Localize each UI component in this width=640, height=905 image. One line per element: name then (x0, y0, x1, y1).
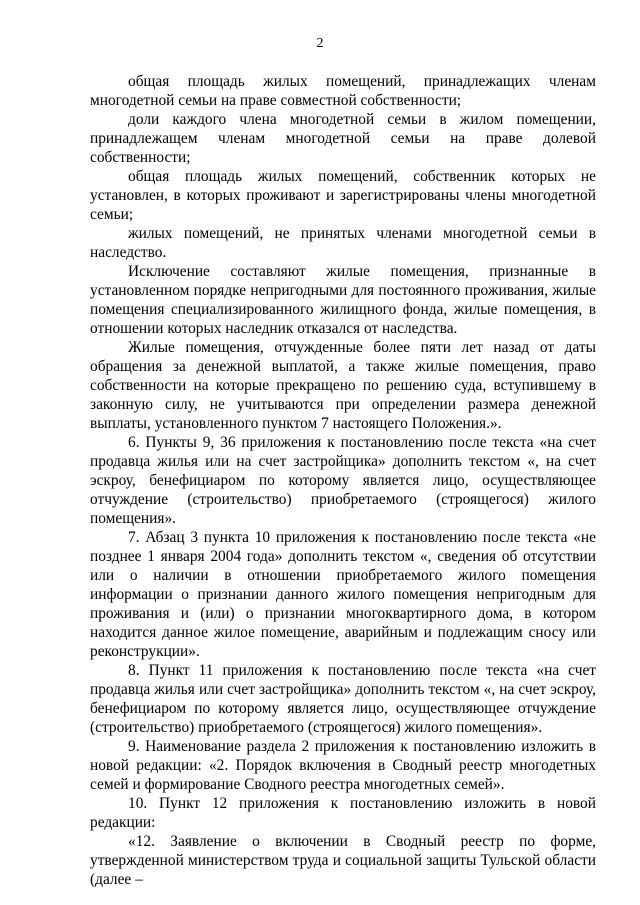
paragraph: доли каждого члена многодетной семьи в жилом помещении, принадлежащем членам многодетной семьи на праве долевой собственности; (90, 111, 596, 166)
paragraph: 9. Наименование раздела 2 приложения к постановлению изложить в новой редакции: «2. Порядок включения в Сводный реестр многодетных семей и формирование Сводного реестра многодетных семей». (90, 738, 596, 793)
paragraph: общая площадь жилых помещений, собственник которых не установлен, в которых проживают и зарегистрированы члены многодетной семьи; (90, 168, 596, 223)
paragraph: 7. Абзац 3 пункта 10 приложения к постановлению после текста «не позднее 1 января 2004 года» дополнить текстом «, сведения об отсутствии или о наличии в отношении приобретаемого жилого помещения информации о признании данного жилого помещения непригодным для проживания и (или) о признании многоквартирного дома, в котором находится данное жилое помещение, аварийным и подлежащим сносу или реконструкции». (90, 529, 596, 660)
page-number: 2 (316, 36, 324, 51)
document-body (90, 72, 596, 889)
paragraph: жилых помещений, не принятых членами многодетной семьи в наследство. (90, 225, 596, 261)
paragraph: Жилые помещения, отчужденные более пяти лет назад от даты обращения за денежной выплатой, а также жилые помещения, право собственности на которые прекращено по решению суда, вступившему в законную силу, не учитываются при определении размера денежной выплаты, установленного пунктом 7 настоящего Положения.». (90, 339, 596, 432)
paragraph: 6. Пункты 9, 36 приложения к постановлению после текста «на счет продавца жилья или на счет застройщика» дополнить текстом «, на счет эскроу, бенефициаром по которому является лицо, осуществляющее отчуждение (строительство) приобретаемого (строящегося) жилого помещения». (90, 434, 596, 527)
paragraph: «12. Заявление о включении в Сводный реестр по форме, утвержденной министерством труда и социальной защиты Тульской области (далее – (90, 833, 596, 888)
paragraph: 10. Пункт 12 приложения к постановлению изложить в новой редакции: (90, 795, 596, 831)
paragraph: 8. Пункт 11 приложения к постановлению после текста «на счет продавца жилья или счет застройщика» дополнить текстом «, на счет эскроу, бенефициаром по которому является лицо, осуществляющее отчуждение (строительство) приобретаемого (строящегося) жилого помещения». (90, 662, 596, 736)
paragraph: Исключение составляют жилые помещения, признанные в установленном порядке непригодными для постоянного проживания, жилые помещения специализированного жилищного фонда, жилые помещения, в отношении которых наследник отказался от наследства. (90, 263, 596, 337)
paragraph: общая площадь жилых помещений, принадлежащих членам многодетной семьи на праве совместной собственности; (90, 73, 596, 109)
